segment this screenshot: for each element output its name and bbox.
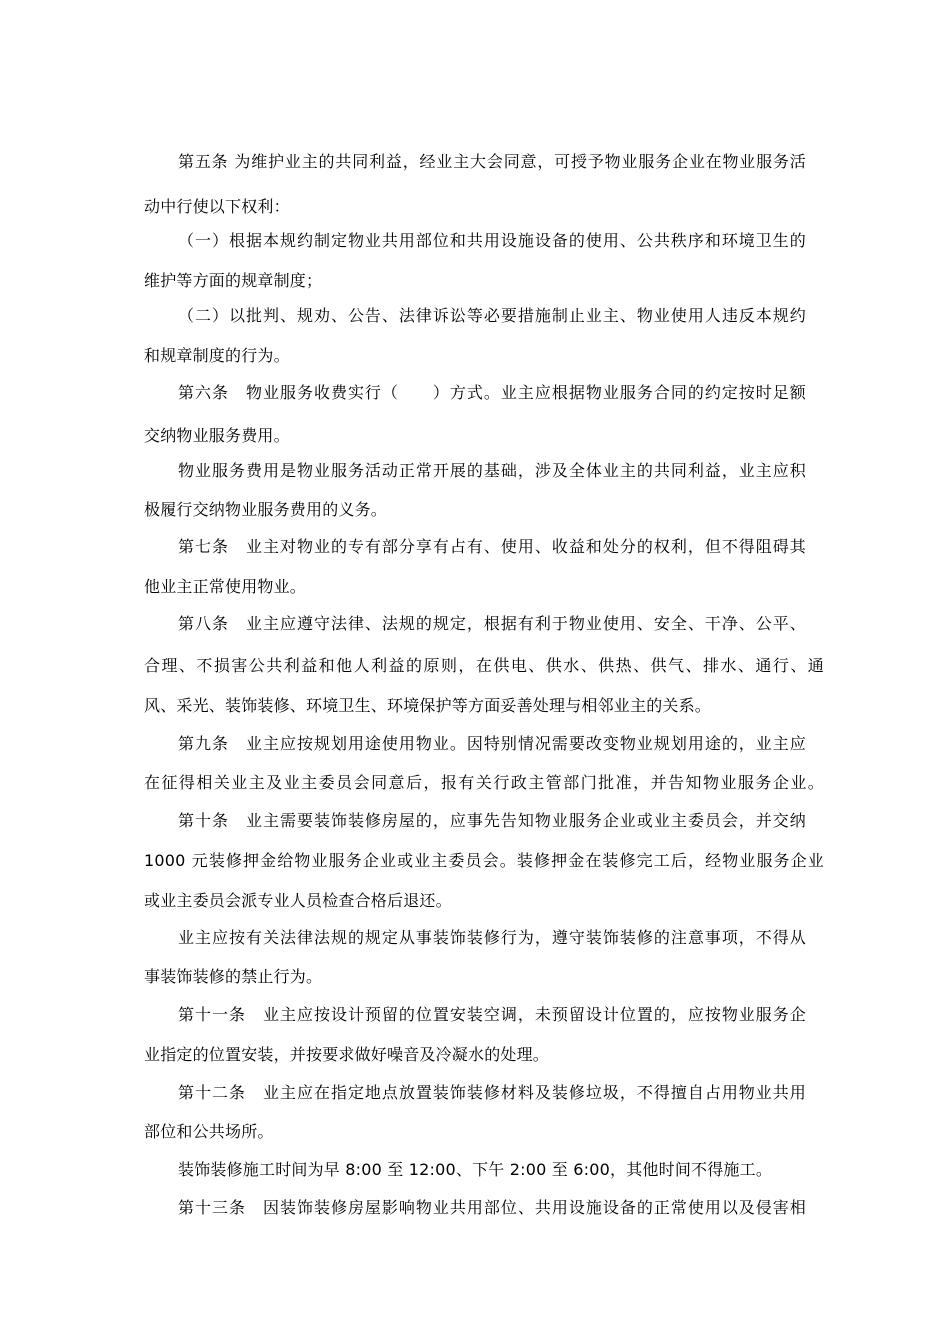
article-5-item-1-line-2: 维护等方面的规章制度；	[144, 271, 323, 290]
article-5-item-2-line-2: 和规章制度的行为。	[144, 346, 290, 365]
article-8-line-1: 第八条 业主应遵守法律、法规的规定，根据有利于物业使用、安全、干净、公平、	[178, 614, 806, 633]
article-6-line-1: 第六条 物业服务收费实行（ ）方式。业主应根据物业服务合同的约定按时足额	[178, 383, 806, 402]
article-10-line-2: 1000 元装修押金给物业服务企业或业主委员会。装修押金在装修完工后，经物业服务企业	[144, 851, 824, 870]
article-13-line-1: 第十三条 因装饰装修房屋影响物业共用部位、共用设施设备的正常使用以及侵害相	[178, 1198, 806, 1217]
article-8-line-3: 风、采光、装饰装修、环境卫生、环境保护等方面妥善处理与相邻业主的关系。	[144, 696, 712, 715]
article-12-line-2: 部位和公共场所。	[144, 1122, 274, 1141]
article-10-paragraph-2-line-2: 事装饰装修的禁止行为。	[144, 967, 323, 986]
article-8-line-2: 合理、不损害公共利益和他人利益的原则，在供电、供水、供热、供气、排水、通行、通	[144, 656, 824, 675]
article-5-item-2-line-1: （二）以批判、规劝、公告、法律诉讼等必要措施制止业主、物业使用人违反本规约	[178, 306, 806, 325]
article-12-line-1: 第十二条 业主应在指定地点放置装饰装修材料及装修垃圾，不得擅自占用物业共用	[178, 1083, 806, 1102]
article-12-paragraph-2: 装饰装修施工时间为早 8:00 至 12:00、下午 2:00 至 6:00，其他时间不得施工。	[178, 1160, 773, 1179]
article-11-line-2: 业指定的位置安装，并按要求做好噪音及冷凝水的处理。	[144, 1045, 550, 1064]
article-6-paragraph-2-line-2: 极履行交纳物业服务费用的义务。	[144, 500, 388, 519]
article-10-line-3: 或业主委员会派专业人员检查合格后退还。	[144, 891, 452, 910]
article-7-line-1: 第七条 业主对物业的专有部分享有占有、使用、收益和处分的权利，但不得阻碍其	[178, 537, 806, 556]
article-5-line-1: 第五条 为维护业主的共同利益，经业主大会同意，可授予物业服务企业在物业服务活	[178, 152, 806, 171]
article-6-line-2: 交纳物业服务费用。	[144, 426, 290, 445]
article-9-line-1: 第九条 业主应按规划用途使用物业。因特别情况需要改变物业规划用途的，业主应	[178, 734, 806, 753]
article-6-paragraph-2-line-1: 物业服务费用是物业服务活动正常开展的基础，涉及全体业主的共同利益，业主应积	[178, 461, 806, 480]
article-7-line-2: 他业主正常使用物业。	[144, 577, 307, 596]
article-11-line-1: 第十一条 业主应按设计预留的位置安装空调，未预留设计位置的，应按物业服务企	[178, 1005, 806, 1024]
article-9-line-2: 在征得相关业主及业主委员会同意后，报有关行政主管部门批准，并告知物业服务企业。	[144, 773, 824, 792]
article-5-line-2: 动中行使以下权利：	[144, 197, 290, 216]
article-10-line-1: 第十条 业主需要装饰装修房屋的，应事先告知物业服务企业或业主委员会，并交纳	[178, 811, 806, 830]
article-10-paragraph-2-line-1: 业主应按有关法律法规的规定从事装饰装修行为，遵守装饰装修的注意事项，不得从	[178, 928, 806, 947]
article-5-item-1-line-1: （一）根据本规约制定物业共用部位和共用设施设备的使用、公共秩序和环境卫生的	[178, 231, 806, 250]
